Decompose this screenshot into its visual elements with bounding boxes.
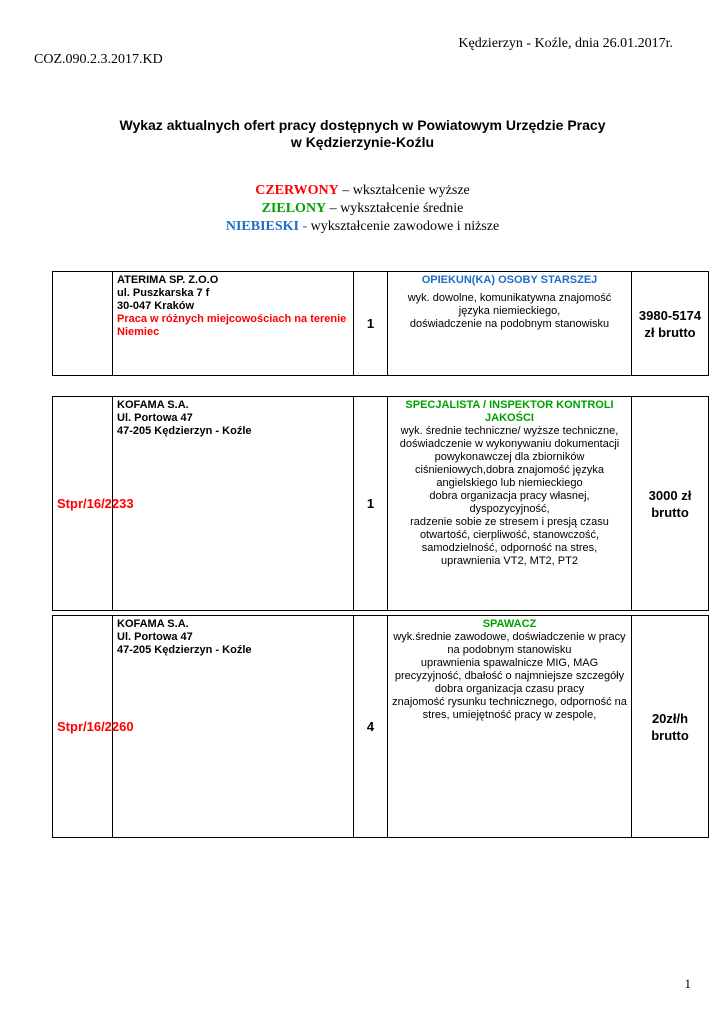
place-date: Kędzierzyn - Koźle, dnia 26.01.2017r.	[458, 36, 673, 51]
requirement-text: dobra organizacja pracy własnej, dyspozycyjność,	[429, 490, 590, 515]
company-cell	[113, 616, 354, 838]
reference-code: COZ.090.2.3.2017.KD	[34, 52, 163, 67]
page-title	[0, 117, 725, 151]
legend-text-blue: wykształcenie zawodowe i niższe	[307, 219, 500, 234]
company-street: Ul. Portowa 47	[117, 412, 193, 424]
position-cell	[388, 272, 632, 376]
position-title: SPAWACZ	[482, 618, 537, 630]
company-cell	[113, 272, 354, 376]
offer-code: Stpr/16/2233	[53, 397, 113, 611]
requirement-text: doświadczenie w wykonywaniu dokumentacji powykonawczej dla zbiorników ciśnieniowych,dobra znajomość języka angielskiego lub niemieckiego	[399, 438, 620, 489]
salary: 3980-5174 zł brutto	[632, 272, 709, 376]
requirement-text: radzenie sobie ze stresem i presją czasu otwartość, cierpliwość, stanowczość, samodzielność, odporność na stres, uprawnienia VT2, MT2, PT2	[410, 516, 609, 567]
requirement-text: wyk. średnie techniczne/ wyższe techniczne,	[400, 425, 619, 437]
company-name: KOFAMA S.A.	[117, 618, 189, 630]
vacancy-count: 1	[354, 397, 388, 611]
legend-key-blue: NIEBIESKI -	[225, 219, 308, 234]
requirement-text: precyzyjność, dbałość o najmniejsze szczegóły	[394, 670, 625, 682]
legend-key-green: ZIELONY	[261, 201, 327, 216]
title-line-1: Wykaz aktualnych ofert pracy dostępnych w Powiatowym Urzędzie Pracy	[119, 117, 606, 133]
offer-code: Stpr/16/2260	[53, 616, 113, 838]
vacancy-count: 1	[354, 272, 388, 376]
company-city: 30-047 Kraków	[117, 300, 195, 312]
legend-text-green: – wykształcenie średnie	[326, 201, 464, 216]
table-row	[53, 272, 709, 376]
title-line-2: w Kędzierzynie-Koźlu	[290, 134, 435, 150]
salary: 20zł/h brutto	[632, 616, 709, 838]
position-cell	[388, 616, 632, 838]
education-legend	[0, 182, 725, 236]
company-name: ATERIMA SP. Z.O.O	[117, 274, 219, 286]
company-city: 47-205 Kędzierzyn - Koźle	[117, 644, 252, 656]
legend-key-red: CZERWONY	[255, 183, 339, 198]
salary: 3000 zł brutto	[632, 397, 709, 611]
company-cell	[113, 397, 354, 611]
position-cell	[388, 397, 632, 611]
requirement-text: wyk.średnie zawodowe, doświadczenie w pracy na podobnym stanowisku	[393, 631, 626, 656]
company-street: Ul. Portowa 47	[117, 631, 193, 643]
legend-item-green	[0, 200, 725, 218]
job-offers-table	[52, 271, 709, 838]
table-row	[53, 397, 709, 611]
requirement-text: uprawnienia spawalnicze MIG, MAG	[420, 657, 599, 669]
offer-code	[53, 272, 113, 376]
legend-item-blue	[0, 218, 725, 236]
legend-item-red	[0, 182, 725, 200]
company-name: KOFAMA S.A.	[117, 399, 189, 411]
page-number: 1	[684, 976, 691, 991]
position-title: OPIEKUN(KA) OSOBY STARSZEJ	[421, 274, 598, 286]
company-city: 47-205 Kędzierzyn - Koźle	[117, 425, 252, 437]
company-note: Praca w różnych miejcowościach na terenie Niemiec	[117, 313, 347, 338]
company-street: ul. Puszkarska 7 f	[117, 287, 210, 299]
vacancy-count: 4	[354, 616, 388, 838]
requirement-text: wyk. dowolne, komunikatywna znajomość języka niemieckiego,	[407, 292, 612, 317]
table-row	[53, 616, 709, 838]
position-title: SPECJALISTA / INSPEKTOR KONTROLI JAKOŚCI	[405, 399, 614, 424]
legend-text-red: – wkształcenie wyższe	[338, 183, 470, 198]
requirement-text: doświadczenie na podobnym stanowisku	[409, 318, 610, 330]
requirement-text: znajomość rysunku technicznego, odporność na stres, umiejętność pracy w zespole,	[392, 696, 627, 721]
requirement-text: dobra organizacja czasu pracy	[434, 683, 585, 695]
